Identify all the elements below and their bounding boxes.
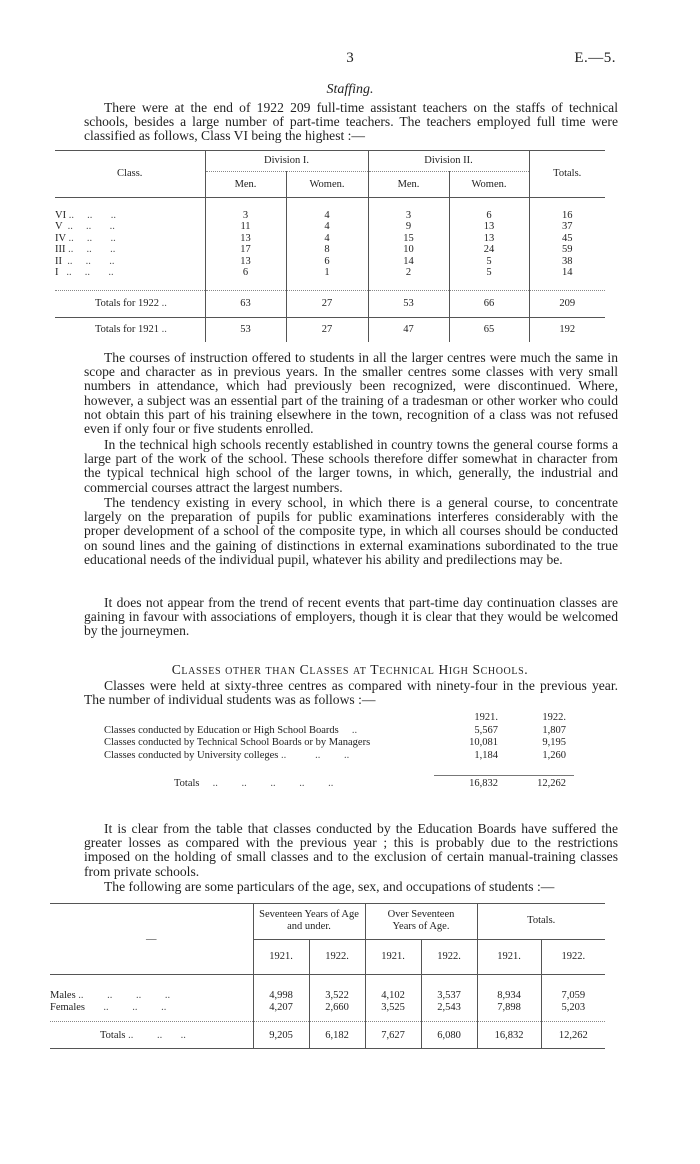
cell-value: 1,260	[542, 749, 566, 761]
cell-value: 3,525	[365, 1001, 421, 1013]
cell-value: 53	[205, 318, 286, 343]
cell-value: 4,102	[365, 989, 421, 1001]
cell-value: 5	[449, 267, 529, 279]
class-label: IV	[55, 232, 66, 244]
cell-value: 6,080	[421, 1022, 477, 1049]
cell-value: 63	[205, 291, 286, 318]
cell-value: 9	[368, 221, 449, 233]
cell-value: 11	[205, 221, 286, 233]
row-label: Males	[50, 989, 76, 1001]
table-row: V .. .. .. 11 4 9 13 37	[55, 221, 605, 233]
class-label: VI	[55, 209, 67, 221]
cell-value: 6	[286, 256, 368, 268]
cell-value: 45	[529, 233, 605, 245]
totals-1922-row: Totals for 1922 .. 63 27 53 66 209	[55, 291, 605, 318]
class-label: III	[55, 244, 66, 255]
cell-value: 53	[368, 291, 449, 318]
cell-value: 4	[286, 233, 368, 245]
table-row: II .. .. .. 13 6 14 5 38	[55, 256, 605, 268]
cell-value: 14	[368, 256, 449, 268]
tendency-paragraph: The tendency existing in every school, in which there is a general course, to concentrate largely on the preparation of pupils for public examinations interferes considerably with the proper development of a school of the composite type, in which all courses should be conducted on sound lines and the gaining of distinctions in external examinations subordinated to the true educational needs of the individual pupil, whatever his ability and predilections may be.	[84, 495, 618, 567]
cell-value: 209	[529, 291, 605, 318]
cell-value: 5	[449, 256, 529, 268]
cell-value: 13	[205, 256, 286, 268]
cell-value: 6	[449, 210, 529, 222]
cell-value: 59	[529, 244, 605, 256]
cell-value: 27	[286, 291, 368, 318]
year-1921-header: 1921.	[253, 939, 309, 975]
cell-value: 13	[449, 233, 529, 245]
cell-value: 13	[449, 221, 529, 233]
cell-value: 4,207	[253, 1001, 309, 1013]
seventeen-and-under-header: Seventeen Years of Age and under.	[253, 904, 365, 940]
cell-value: 6,182	[309, 1022, 365, 1049]
cell-value: 66	[449, 291, 529, 318]
class-label: II	[55, 255, 62, 267]
cell-value: 12,262	[537, 778, 566, 789]
table-row: Males .. .. .. .. 4,998 3,522 4,102 3,537 8,934 7,059	[50, 989, 605, 1001]
row-label: Classes conducted by University colleges	[104, 749, 279, 761]
row-label: Totals for 1922	[95, 298, 160, 310]
cell-value: 192	[529, 318, 605, 343]
table-row: IV .. .. .. 13 4 15 13 45	[55, 233, 605, 245]
cell-value: 65	[449, 318, 529, 343]
courses-paragraph: The courses of instruction offered to students in all the larger centres were much the same in scope and character as in previous years. In the smaller centres some classes with very small numbers in attendance, which had previously been recognized, were discontinued. Where, however, a subject was an essential part of the training of a tradesman or other worker who could not obtain this part of his training elsewhere in the town, recognition of a class was not refused even if only four or five students enrolled.	[84, 350, 618, 437]
particulars-paragraph: The following are some particulars of the age, sex, and occupations of students :—	[104, 879, 555, 894]
year-1922-header: 1922.	[541, 939, 605, 975]
cell-value: 2,660	[309, 1001, 365, 1013]
row-label: Totals	[100, 1029, 126, 1041]
cell-value: 27	[286, 318, 368, 343]
page-number: 3	[346, 50, 354, 66]
cell-value: 3,522	[309, 989, 365, 1001]
row-label: Totals	[174, 777, 200, 789]
cell-value: 37	[529, 221, 605, 233]
year-1922-header: 1922.	[542, 712, 566, 723]
d1-women-header: Women.	[286, 172, 368, 198]
totals-1921-row: Totals for 1921 .. 53 27 47 65 192	[55, 318, 605, 343]
staffing-intro: There were at the end of 1922 209 full-time assistant teachers on the staffs of technical schools, besides a large number of part-time teachers. The teachers employed full time were classified as follows, Class VI being the highest :—	[84, 100, 618, 144]
cell-value: 2,543	[421, 1001, 477, 1013]
cell-value: 38	[529, 256, 605, 268]
cell-value: 13	[205, 233, 286, 245]
cell-value: 47	[368, 318, 449, 343]
cell-value: 10,081	[469, 737, 498, 748]
totals-header: Totals.	[477, 904, 605, 940]
d2-men-header: Men.	[368, 172, 449, 198]
year-1921-header: 1921.	[474, 712, 498, 723]
over-seventeen-header: Over Seventeen Years of Age.	[365, 904, 477, 940]
table-row: Classes conducted by Education or High School Boards .. 5,567 1,807	[104, 725, 574, 738]
high-schools-paragraph: In the technical high schools recently established in country towns the general course forms a large part of the work of the school. These schools therefore differ somewhat in character from the typical technical high school of the larger towns, in which, generally, the industrial and commercial courses attract the largest numbers.	[84, 437, 618, 495]
d1-men-header: Men.	[205, 172, 286, 198]
cell-value: 4,998	[253, 989, 309, 1001]
year-1922-header: 1922.	[309, 939, 365, 975]
students-table	[104, 712, 574, 793]
cell-value: 6	[205, 267, 286, 279]
table-row: VI .. .. .. 3 4 3 6 16	[55, 210, 605, 222]
cell-value: 7,898	[477, 1001, 541, 1013]
table-row: Classes conducted by University colleges .. .. .. 1,184 1,260	[104, 750, 574, 763]
cell-value: 16,832	[469, 778, 498, 789]
cell-value: 14	[529, 267, 605, 279]
cell-value: 16	[529, 210, 605, 222]
cell-value: 12,262	[541, 1022, 605, 1049]
cell-value: 4	[286, 210, 368, 222]
cell-value: 3	[368, 210, 449, 222]
row-label: Classes conducted by Technical School Boards or by Managers	[104, 737, 371, 748]
table-row	[104, 737, 574, 750]
class-label: I	[55, 267, 59, 278]
table-row: I .. .. .. 6 1 2 5 14	[55, 267, 605, 279]
table-row: Females .. .. .. 4,207 2,660 3,525 2,543 7,898 5,203	[50, 1001, 605, 1013]
class-label: V	[55, 221, 63, 232]
document-code: E.—5.	[574, 50, 616, 66]
losses-paragraph: It is clear from the table that classes conducted by the Education Boards have suffered the greater losses as compared with the previous year ; this is probably due to the restrictions imposed on the holding of small classes and to the exclusion of certain manual-training classes from private schools.	[84, 821, 618, 879]
cell-value: 4	[286, 221, 368, 233]
cell-value: 15	[368, 233, 449, 245]
cell-value: 9,205	[253, 1022, 309, 1049]
cell-value: 9,195	[542, 737, 566, 748]
cell-value: 3	[205, 210, 286, 222]
row-label: Classes conducted by Education or High School Boards	[104, 724, 339, 736]
staffing-table	[55, 150, 605, 342]
cell-value: 16,832	[477, 1022, 541, 1049]
year-1921-header: 1921.	[365, 939, 421, 975]
cell-value: 1,807	[542, 724, 566, 736]
classes-other-intro: Classes were held at sixty-three centres as compared with ninety-four in the previous year. The number of individual students was as follows :—	[84, 678, 618, 708]
classes-other-title: Classes other than Classes at Technical High Schools.	[171, 662, 529, 677]
cell-value: 7,059	[541, 989, 605, 1001]
cell-value: 24	[449, 244, 529, 256]
age-sex-table	[50, 903, 605, 1049]
table-row: III .. .. .. 17 8 10 24 59	[55, 244, 605, 256]
totals-row: Totals .. .. .. .. .. 16,832 12,262	[104, 775, 574, 793]
cell-value: 17	[205, 244, 286, 256]
cell-value: 8	[286, 244, 368, 256]
year-1921-header: 1921.	[477, 939, 541, 975]
cell-value: 3,537	[421, 989, 477, 1001]
continuation-paragraph: It does not appear from the trend of recent events that part-time day continuation classes are gaining in favour with associations of employers, though it is clear that they would be welcomed by the journeymen.	[84, 595, 618, 639]
division-2-header: Division II.	[368, 151, 529, 172]
staffing-title: Staffing.	[326, 82, 374, 97]
cell-value: 5,203	[541, 1001, 605, 1013]
row-label: Totals for 1921	[95, 324, 160, 336]
cell-value: 1,184	[474, 749, 498, 761]
year-1922-header: 1922.	[421, 939, 477, 975]
row-label: Females	[50, 1001, 85, 1013]
cell-value: 5,567	[474, 724, 498, 736]
class-header: Class.	[55, 151, 205, 198]
cell-value: 1	[286, 267, 368, 279]
totals-header: Totals.	[529, 151, 605, 198]
cell-value: 10	[368, 244, 449, 256]
totals-row: Totals .. .. .. 9,205 6,182 7,627 6,080 16,832 12,262	[50, 1022, 605, 1049]
division-1-header: Division I.	[205, 151, 368, 172]
cell-value: 2	[368, 267, 449, 279]
cell-value: 8,934	[477, 989, 541, 1001]
corner-dash: —	[50, 904, 253, 975]
d2-women-header: Women.	[449, 172, 529, 198]
cell-value: 7,627	[365, 1022, 421, 1049]
